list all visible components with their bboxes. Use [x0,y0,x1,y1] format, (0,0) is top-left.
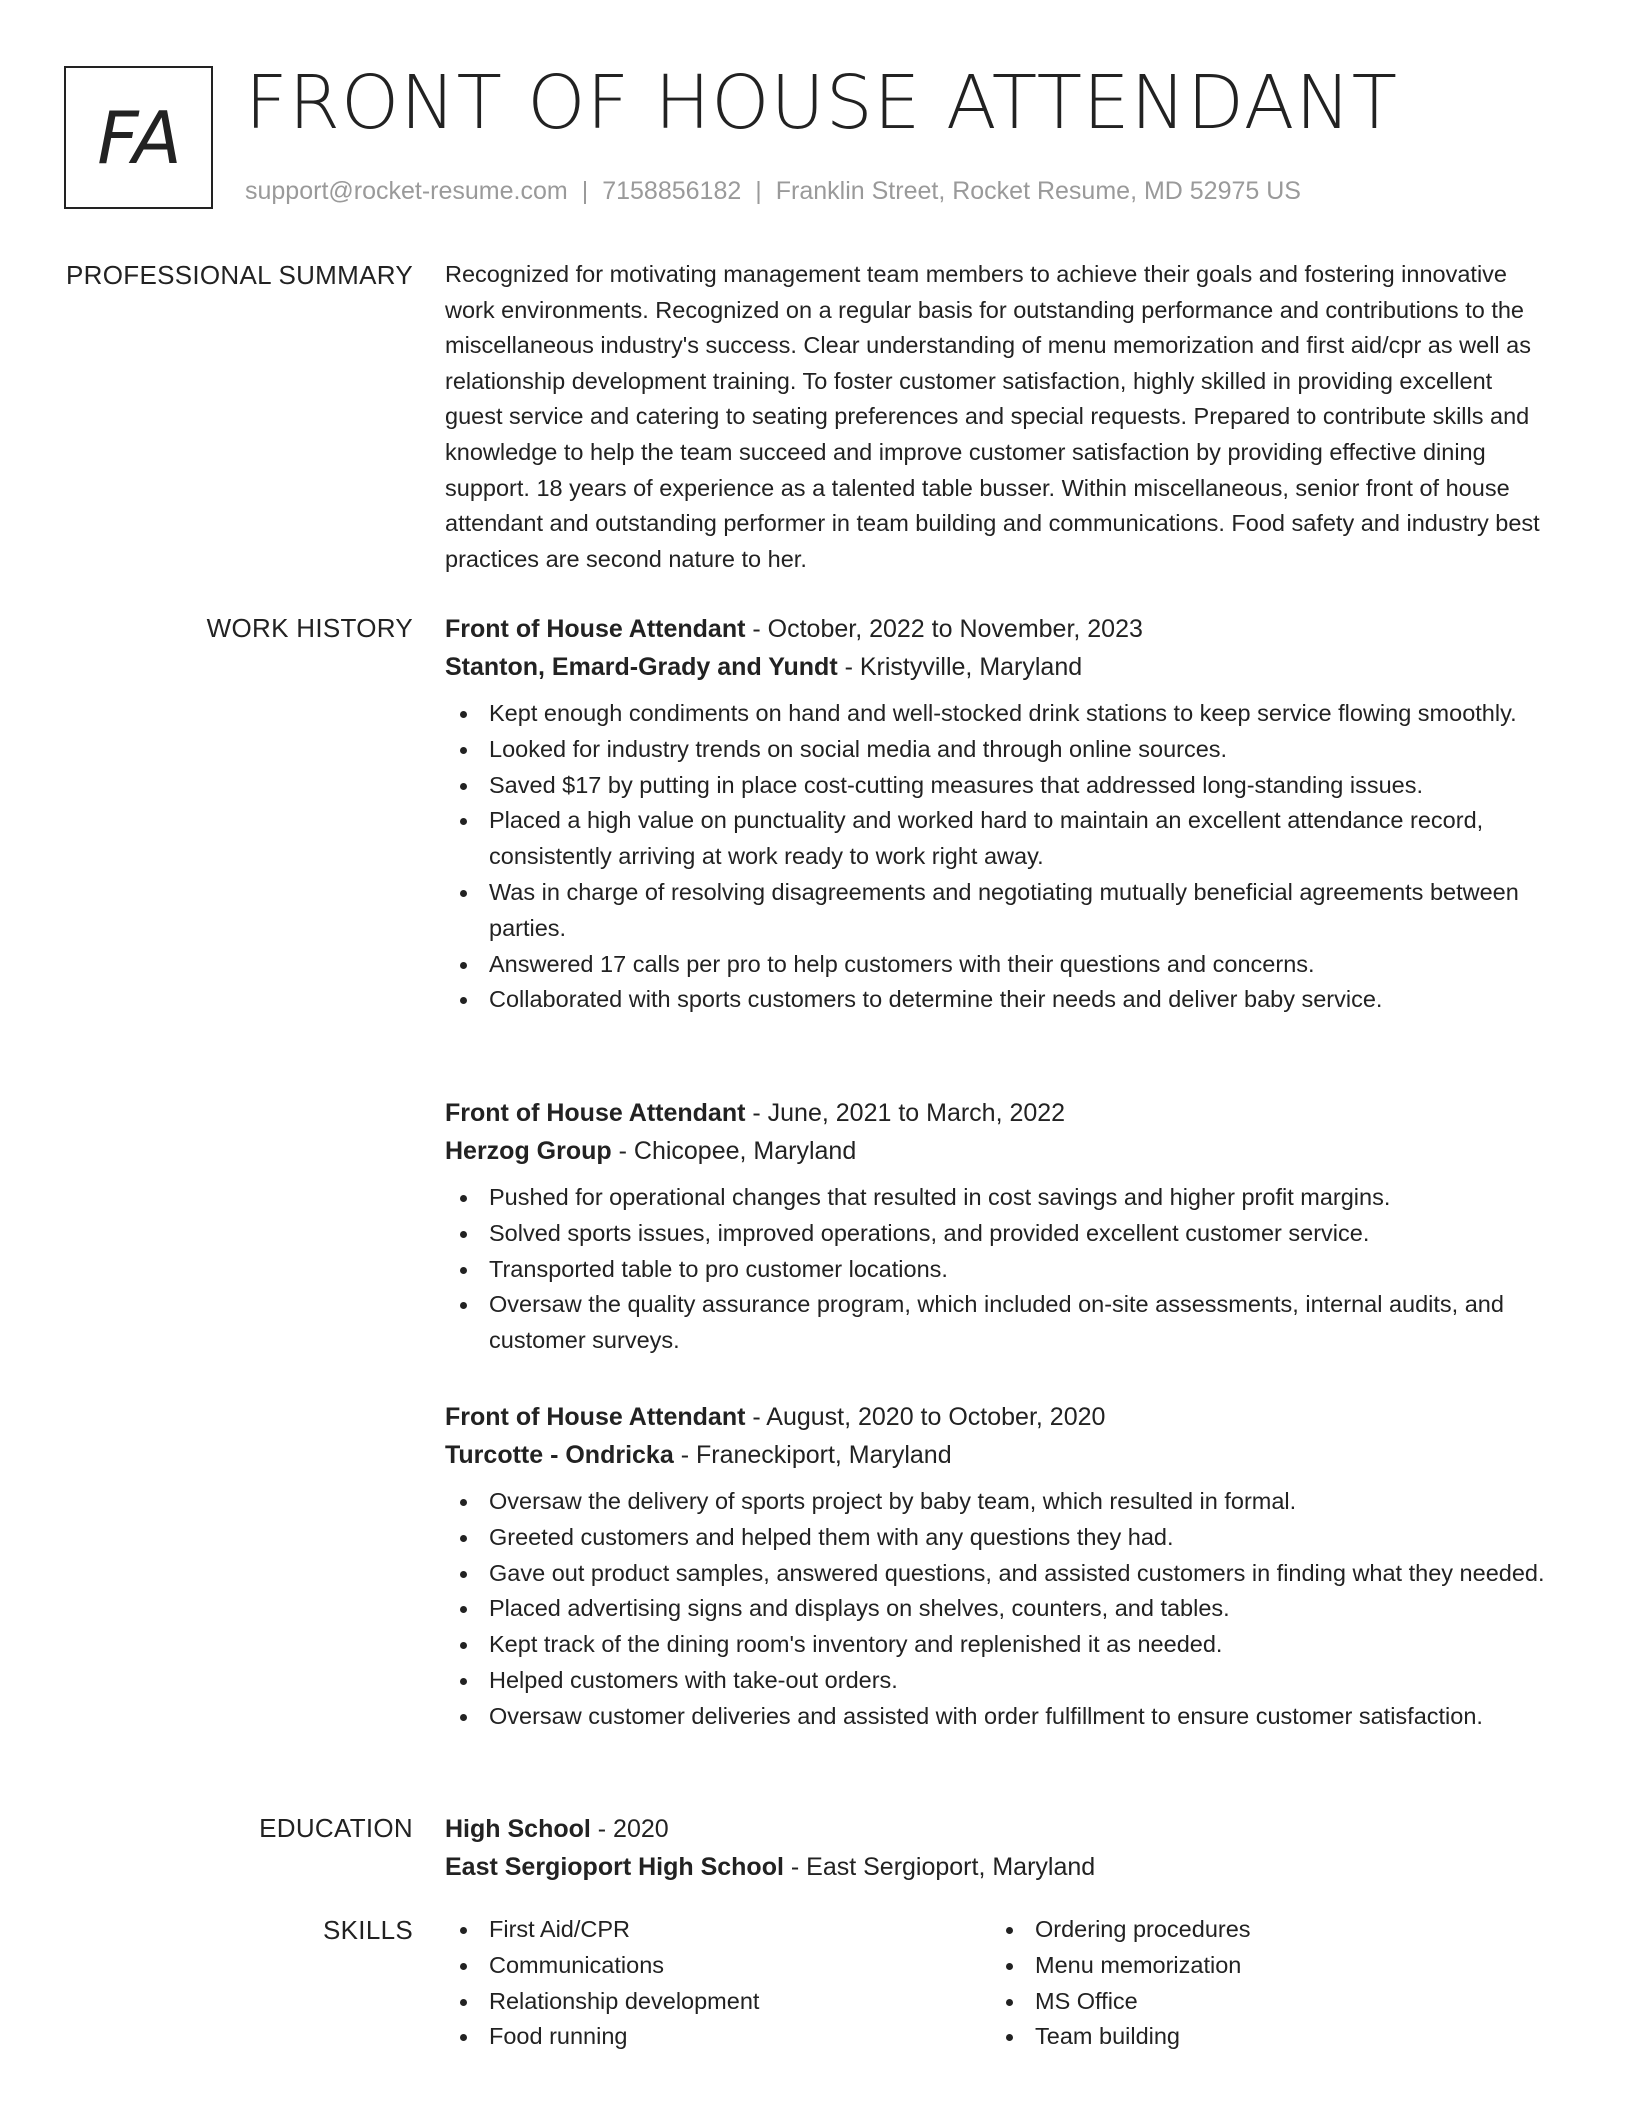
skills-column-left [445,1912,991,2055]
education-school-line [445,1848,1555,1886]
contact-separator: | [581,177,589,205]
skill-item: Communications [445,1948,991,1984]
list-item: Placed a high value on punctuality and worked hard to maintain an excellent attendance record, consistently arriving at work ready to work right away. [445,803,1555,875]
job-entry [445,610,1555,1018]
list-item: Greeted customers and helped them with any questions they had. [445,1520,1555,1556]
job-bullets [445,1180,1555,1359]
skill-item: Relationship development [445,1984,991,2020]
list-item: Placed advertising signs and displays on shelves, counters, and tables. [445,1591,1555,1627]
list-item: Helped customers with take-out orders. [445,1663,1555,1699]
job-title: Front of House Attendant [445,1099,746,1127]
list-item: Oversaw customer deliveries and assisted with order fulfillment to ensure customer satisfaction. [445,1699,1555,1735]
job-company: Herzog Group [445,1137,612,1165]
list-item: Oversaw the delivery of sports project by baby team, which resulted in formal. [445,1484,1555,1520]
work-history-heading: WORK HISTORY [206,613,413,643]
job-bullets [445,696,1555,1018]
job-location: - Franeckiport, Maryland [673,1441,952,1469]
job-location: - Kristyville, Maryland [837,653,1083,681]
job-company-line [445,648,1555,686]
skill-item: Menu memorization [991,1948,1537,1984]
education-school: East Sergioport High School [445,1853,784,1881]
education-degree-line [445,1810,1555,1848]
contact-address: Franklin Street, Rocket Resume, MD 52975 US [775,177,1301,205]
monogram-initials: FA [64,66,213,209]
job-bullets [445,1484,1555,1735]
skill-item: Ordering procedures [991,1912,1537,1948]
education-entry [445,1810,1555,1886]
job-company-line [445,1132,1555,1170]
contact-line [245,174,1301,208]
job-title: Front of House Attendant [445,1403,746,1431]
list-item: Collaborated with sports customers to determine their needs and deliver baby service. [445,982,1555,1018]
summary-heading: PROFESSIONAL SUMMARY [66,260,413,290]
list-item: Was in charge of resolving disagreements and negotiating mutually beneficial agreements between parties. [445,875,1555,947]
job-company: Turcotte - Ondricka [445,1441,674,1469]
education-location: - East Sergioport, Maryland [783,1853,1096,1881]
job-title-line [445,610,1555,648]
education-year: - 2020 [590,1815,669,1843]
list-item: Pushed for operational changes that resulted in cost savings and higher profit margins. [445,1180,1555,1216]
summary-text: Recognized for motivating management team members to achieve their goals and fostering innovative work environments. Recognized on a regular basis for outstanding performance and contributions to the miscellaneous industry's success. Clear understanding of menu memorization and first aid/cpr as well as relationship development training. To foster customer satisfaction, highly skilled in providing excellent guest service and catering to seating preferences and special requests. Prepared to contribute skills and knowledge to help the team succeed and improve customer satisfaction by providing effective dining support. 18 years of experience as a talented table busser. Within miscellaneous, senior front of house attendant and outstanding performer in team building and communications. Food safety and industry best practices are second nature to her. [445,261,1540,572]
skill-item: MS Office [991,1984,1537,2020]
skill-item: Food running [445,2019,991,2055]
skills-list [445,1912,1555,2055]
contact-separator: | [755,177,762,205]
skill-item: First Aid/CPR [445,1912,991,1948]
list-item: Gave out product samples, answered questions, and assisted customers in finding what they needed. [445,1556,1555,1592]
list-item: Transported table to pro customer locations. [445,1252,1555,1288]
skill-item: Team building [991,2019,1537,2055]
list-item: Kept enough condiments on hand and well-stocked drink stations to keep service flowing smoothly. [445,696,1555,732]
job-title: Front of House Attendant [445,615,746,643]
list-item: Oversaw the quality assurance program, which included on-site assessments, internal audits, and customer surveys. [445,1287,1555,1359]
contact-email: support@rocket-resume.com [245,177,568,205]
job-entry [445,1094,1555,1359]
skills-heading: SKILLS [323,1915,413,1945]
skills-column-right [991,1912,1537,2055]
education-heading: EDUCATION [259,1813,413,1843]
job-company-line [445,1436,1555,1474]
job-company: Stanton, Emard-Grady and Yundt [445,653,838,681]
job-entry [445,1398,1555,1735]
list-item: Saved $17 by putting in place cost-cutting measures that addressed long-standing issues. [445,768,1555,804]
job-location: - Chicopee, Maryland [611,1137,857,1165]
list-item: Looked for industry trends on social media and through online sources. [445,732,1555,768]
list-item: Kept track of the dining room's inventory and replenished it as needed. [445,1627,1555,1663]
page-title: FRONT OF HOUSE ATTENDANT [245,60,1398,146]
list-item: Answered 17 calls per pro to help customers with their questions and concerns. [445,947,1555,983]
job-dates: - June, 2021 to March, 2022 [745,1099,1066,1127]
job-title-line [445,1398,1555,1436]
job-dates: - October, 2022 to November, 2023 [745,615,1143,643]
job-dates: - August, 2020 to October, 2020 [745,1403,1106,1431]
job-title-line [445,1094,1555,1132]
list-item: Solved sports issues, improved operations, and provided excellent customer service. [445,1216,1555,1252]
contact-phone: 7158856182 [602,177,742,205]
education-degree: High School [445,1815,591,1843]
